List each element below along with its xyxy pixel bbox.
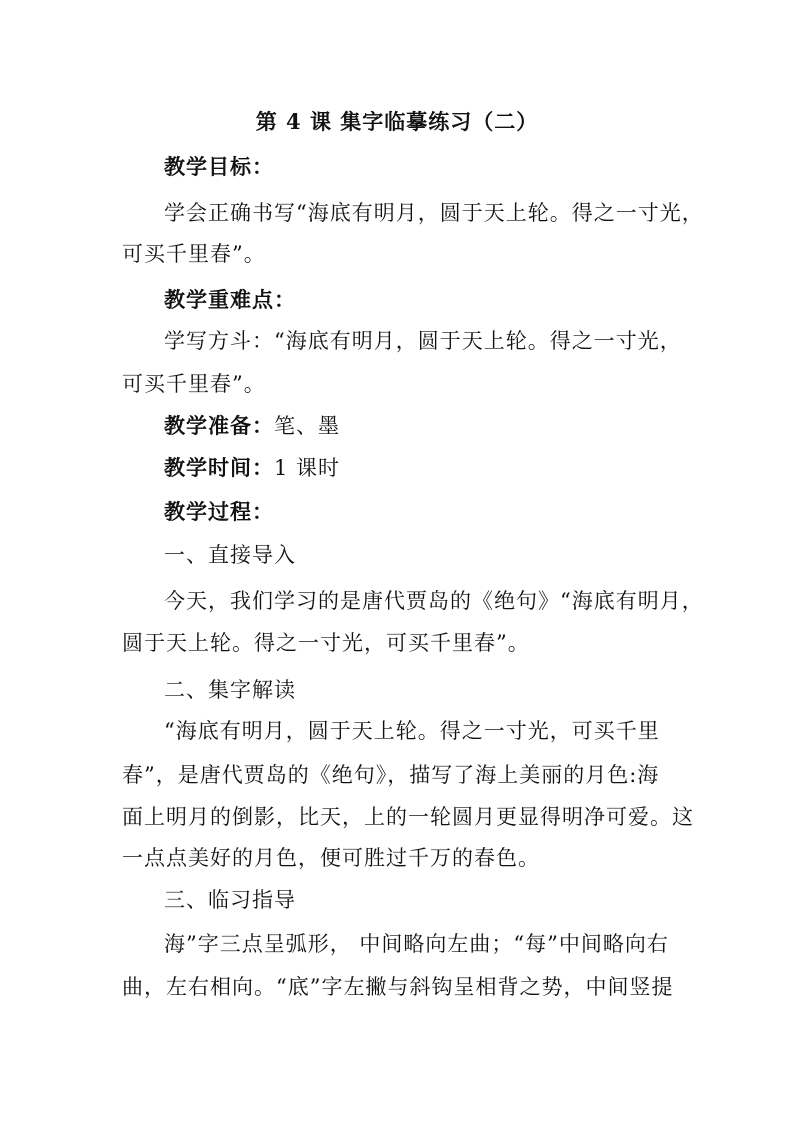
step2-line-1: “海底有明月，圆于天上轮。得之一寸光，可买千里 [164, 719, 660, 743]
objectives-heading: 教学目标： [164, 154, 274, 179]
preparation-value: 笔、墨 [274, 414, 340, 438]
preparation-row [164, 411, 724, 441]
lesson-title: 第 4 课 集字临摹练习（二） [255, 109, 539, 134]
step1-line-1: 今天，我们学习的是唐代贾岛的《绝句》“海底有明月， [164, 589, 704, 613]
process-heading: 教学过程： [164, 499, 274, 524]
step1-heading: 一、直接导入 [164, 543, 296, 567]
step2-line-3: 面上明月的倒影，比天，上的一轮圆月更显得明净可爱。这 [122, 805, 694, 829]
step3-line-2: 曲，左右相向。“底”字左撇与斜钩呈相背之势，中间竖提 [122, 975, 674, 999]
time-label: 教学时间： [164, 455, 274, 480]
step3-line-1: 海”字三点呈弧形， 中间略向左曲；“每”中间略向右 [164, 932, 669, 956]
key-points-line-1: 学写方斗：“海底有明月，圆于天上轮。得之一寸光， [164, 329, 682, 353]
step2-line-4: 一点点美好的月色，便可胜过千万的春色。 [122, 846, 540, 870]
objectives-line-1: 学会正确书写“海底有明月，圆于天上轮。得之一寸光， [164, 201, 704, 225]
step3-heading: 三、临习指导 [164, 888, 296, 912]
key-points-heading: 教学重难点： [164, 287, 296, 312]
step1-line-2: 圆于天上轮。得之一寸光，可买千里春”。 [122, 631, 530, 655]
objectives-line-2: 可买千里春”。 [122, 242, 266, 266]
time-value: 1 课时 [274, 456, 341, 480]
preparation-label: 教学准备： [164, 413, 274, 438]
key-points-line-2: 可买千里春”。 [122, 372, 266, 396]
step2-heading: 二、集字解读 [164, 678, 296, 702]
time-row [164, 453, 724, 483]
step2-line-2: 春”，是唐代贾岛的《绝句》，描写了海上美丽的月色:海 [122, 763, 660, 787]
